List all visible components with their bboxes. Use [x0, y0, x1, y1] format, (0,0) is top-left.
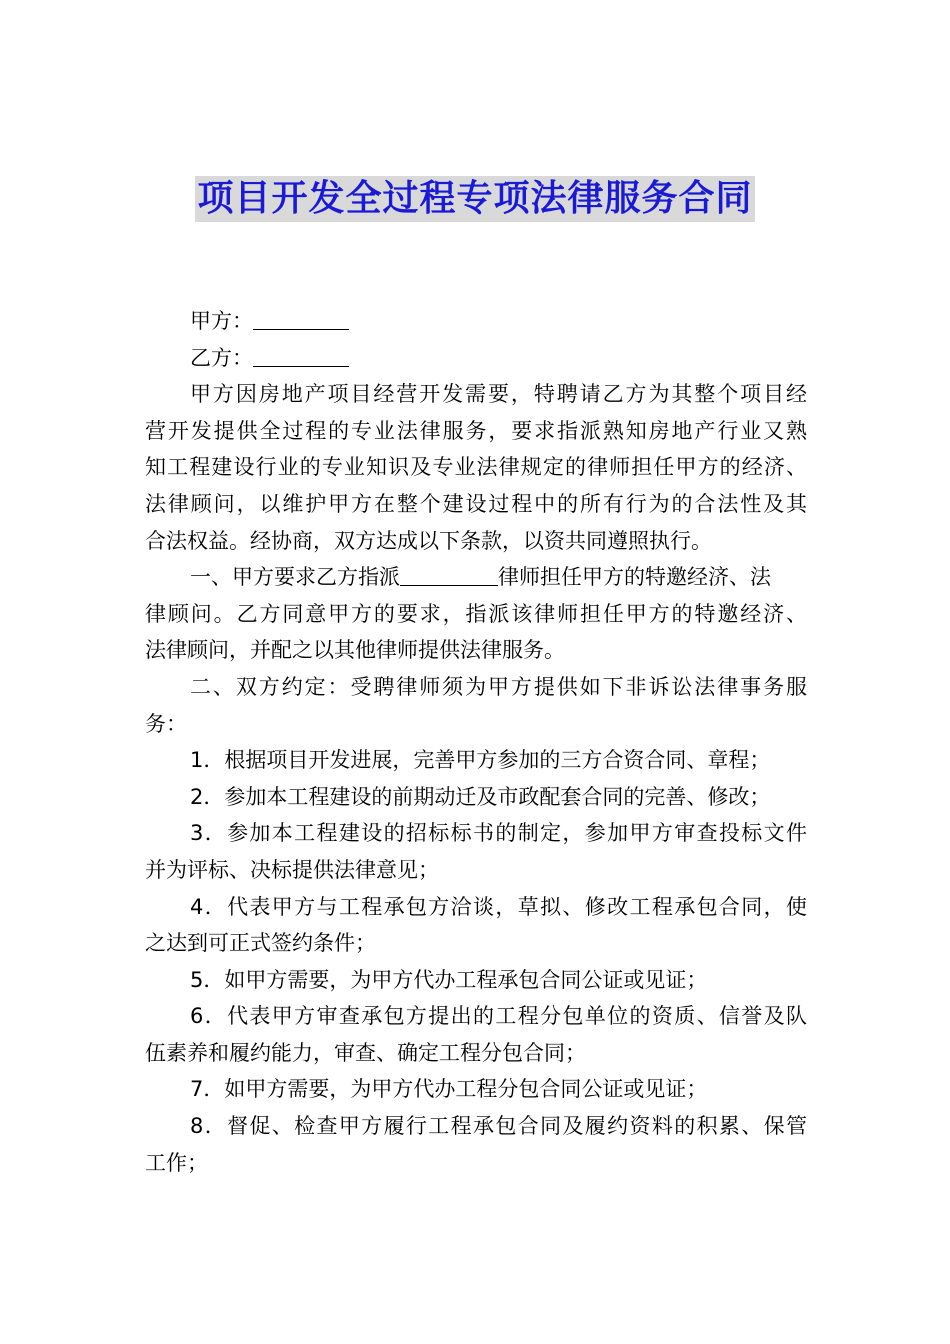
service-item-line: 并为评标、决标提供法律意见；: [145, 857, 439, 882]
lawyer-name-blank: [400, 563, 498, 586]
party-a-line: [145, 303, 807, 340]
service-item-line: 伍素养和履约能力，审查、确定工程分包合同；: [145, 1040, 586, 1065]
document-title: 项目开发全过程专项法律服务合同: [195, 176, 754, 222]
service-item-line: 之达到可正式签约条件；: [145, 931, 376, 956]
service-item-line: 4．代表甲方与工程承包方洽谈，草拟、修改工程承包合同，使: [190, 894, 807, 919]
service-item-line: 1．根据项目开发进展，完善甲方参加的三方合资合同、章程；: [190, 748, 771, 773]
clause-1-line: 法律顾问，并配之以其他律师提供法律服务。: [145, 638, 565, 663]
clause-1-text-before: 一、甲方要求乙方指派: [190, 565, 400, 590]
preamble-paragraph: [145, 376, 807, 559]
service-item-line: 工作；: [145, 1150, 208, 1175]
service-items-list: [145, 742, 807, 1181]
clause-2-line: 务：: [145, 711, 187, 736]
clause-1-paragraph: [145, 559, 807, 669]
party-b-line: [145, 340, 807, 377]
preamble-line: 甲方因房地产项目经营开发需要，特聘请乙方为其整个项目经: [190, 382, 807, 407]
party-b-blank: [253, 344, 349, 367]
preamble-line: 营开发提供全过程的专业法律服务，要求指派熟知房地产行业又熟: [145, 418, 807, 443]
party-a-blank: [253, 307, 349, 330]
party-b-label: 乙方：: [190, 345, 253, 370]
document-body: [145, 303, 807, 1181]
service-item-line: 8．督促、检查甲方履行工程承包合同及履约资料的积累、保管: [190, 1114, 807, 1139]
clause-1-line: [145, 559, 807, 596]
clause-1-line: 律顾问。乙方同意甲方的要求，指派该律师担任甲方的特邀经济、: [145, 601, 807, 626]
title-container: [0, 176, 950, 222]
preamble-line: 合法权益。经协商，双方达成以下条款，以资共同遵照执行。: [145, 528, 712, 553]
service-item-line: 7．如甲方需要，为甲方代办工程分包合同公证或见证；: [190, 1077, 708, 1102]
service-item-line: 6．代表甲方审查承包方提出的工程分包单位的资质、信誉及队: [190, 1004, 807, 1029]
clause-1-text-after: 律师担任甲方的特邀经济、法: [498, 565, 771, 590]
service-item-line: 2．参加本工程建设的前期动迁及市政配套合同的完善、修改；: [190, 784, 771, 809]
party-a-label: 甲方：: [190, 309, 253, 333]
service-item-line: 5．如甲方需要，为甲方代办工程承包合同公证或见证；: [190, 967, 708, 992]
clause-2-paragraph: [145, 669, 807, 742]
preamble-line: 知工程建设行业的专业知识及专业法律规定的律师担任甲方的经济、: [145, 455, 807, 480]
clause-2-line: 二、双方约定：受聘律师须为甲方提供如下非诉讼法律事务服: [190, 674, 807, 699]
service-item-line: 3．参加本工程建设的招标标书的制定，参加甲方审查投标文件: [190, 821, 807, 846]
preamble-line: 法律顾问，以维护甲方在整个建设过程中的所有行为的合法性及其: [145, 491, 807, 516]
